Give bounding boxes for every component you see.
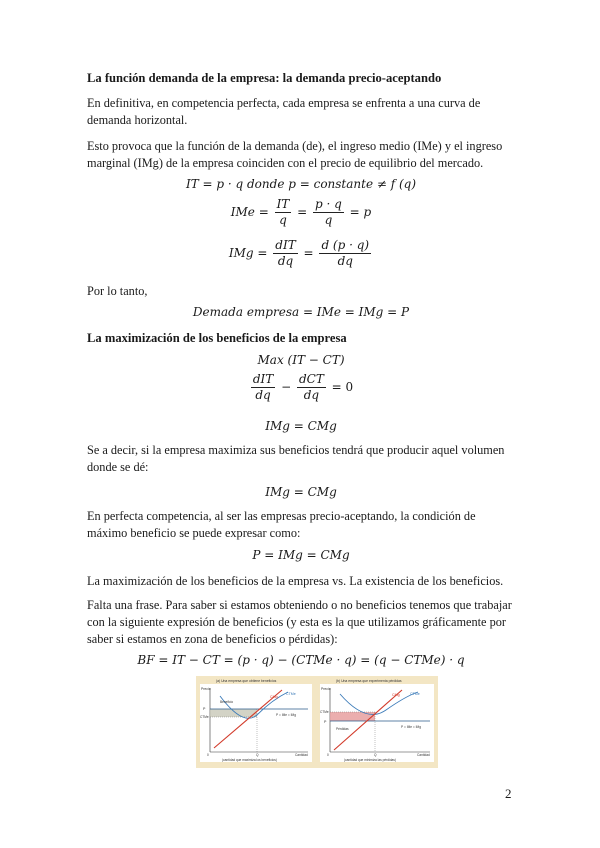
panel-a-title: (a) Una empresa que obtiene beneficios bbox=[216, 679, 277, 683]
equation-derivative bbox=[87, 372, 515, 403]
paragraph-falta-frase: Falta una frase. Para saber si estamos obteniendo o no beneficios tenemos que trabajar con la siguiente expresión de beneficios (y esta es la que utilizamos gráficamente por saber si estamos en zona de beneficios o pérdidas): bbox=[87, 598, 512, 646]
panel-a-label-q: Q bbox=[256, 753, 259, 757]
fraction-denominator: dq bbox=[277, 254, 294, 268]
page-number: 2 bbox=[505, 786, 512, 801]
panel-b-label-origin: 0 bbox=[327, 753, 329, 757]
fraction-numerator: dCT bbox=[298, 372, 324, 386]
equation-p-img-cmg: P = IMg = CMg bbox=[252, 548, 350, 562]
fraction-denominator: dq bbox=[255, 388, 271, 402]
panel-a-y-label: Precio bbox=[201, 687, 211, 691]
fraction bbox=[319, 238, 371, 269]
panel-a-label-benefit: Beneficio bbox=[220, 700, 234, 704]
equation-img-cmg: IMg = CMg bbox=[265, 419, 337, 433]
equation-ime-lhs: IMe = bbox=[230, 205, 273, 219]
minus-sign: − bbox=[281, 380, 292, 394]
panel-a bbox=[200, 679, 312, 762]
paragraph-maximiza: Se a decir, si la empresa maximiza sus beneficios tendrá que producir aquel volumen donde se dé: bbox=[87, 443, 505, 474]
fraction bbox=[297, 372, 326, 403]
fraction-denominator: q bbox=[324, 213, 333, 227]
panel-b-y-label: Precio bbox=[321, 687, 331, 691]
panel-b-label-loss: Pérdidas bbox=[336, 727, 349, 731]
equation-img-cmg-2: IMg = CMg bbox=[265, 485, 337, 499]
section-heading-demand: La función demanda de la empresa: la demanda precio-aceptando bbox=[87, 71, 442, 85]
fraction bbox=[251, 372, 275, 403]
panel-b bbox=[320, 679, 434, 762]
panel-a-label-ctme: CTMe bbox=[286, 692, 296, 696]
equation-max: Max (IT − CT) bbox=[257, 353, 345, 367]
panel-b-caption: (cantidad que minimiza las pérdidas) bbox=[344, 758, 396, 762]
fraction bbox=[275, 197, 292, 228]
panel-b-x-label: Cantidad bbox=[417, 753, 430, 757]
fraction bbox=[273, 238, 297, 269]
panel-a-benefit-area bbox=[210, 709, 257, 717]
panel-a-label-p: P bbox=[203, 707, 206, 711]
panel-a-label-ctme-axis: CTMe bbox=[200, 715, 209, 719]
paragraph-perfecta-competencia: En perfecta competencia, al ser las empresas precio-aceptando, la condición de máximo beneficio se puede expresar como: bbox=[87, 509, 476, 540]
equation-derivative-rhs: = 0 bbox=[331, 380, 354, 394]
fraction-numerator: p · q bbox=[315, 197, 342, 211]
profit-loss-figure bbox=[196, 676, 438, 768]
equation-it: IT = p · q donde p = constante ≠ f (q) bbox=[185, 177, 417, 191]
paragraph-vs: La maximización de los beneficios de la empresa vs. La existencia de los beneficios. bbox=[87, 574, 504, 588]
panel-b-label-ctme-axis: CTMe bbox=[320, 710, 329, 714]
paragraph-demand-intro: En definitiva, en competencia perfecta, cada empresa se enfrenta a una curva de demanda horizontal. bbox=[87, 96, 481, 127]
panel-b-label-cmg: CMg bbox=[392, 693, 400, 697]
fraction-denominator: q bbox=[279, 213, 287, 227]
fraction-numerator: dIT bbox=[275, 238, 296, 252]
fraction-numerator: IT bbox=[276, 197, 290, 211]
equation-demand: Demada empresa = IMe = IMg = P bbox=[192, 305, 410, 319]
panel-a-label-demand: P = IMe = IMg bbox=[276, 713, 296, 717]
panel-b-label-p: P bbox=[324, 720, 327, 724]
fraction-denominator: dq bbox=[337, 254, 353, 268]
equation-ime bbox=[87, 197, 515, 228]
panel-b-label-q: Q bbox=[374, 753, 377, 757]
fraction-denominator: dq bbox=[303, 388, 320, 402]
equation-bf: BF = IT − CT = (p · q) − (CTMe · q) = (q − CTMe) · q bbox=[137, 653, 465, 667]
section-heading-maximization: La maximización de los beneficios de la empresa bbox=[87, 331, 347, 345]
panel-a-label-origin: 0 bbox=[207, 753, 209, 757]
profit-loss-figure-svg bbox=[196, 676, 438, 768]
equals-sign: = bbox=[297, 205, 308, 219]
equation-ime-rhs: = p bbox=[349, 205, 372, 219]
panel-a-label-cmg: CMg bbox=[270, 695, 278, 699]
fraction-numerator: dIT bbox=[252, 372, 274, 386]
fraction-numerator: d (p · q) bbox=[321, 238, 370, 252]
panel-b-title: (b) Una empresa que experimenta pérdidas bbox=[336, 679, 402, 683]
panel-b-label-ctme: CTMe bbox=[410, 692, 420, 696]
panel-a-caption: (cantidad que maximiza los beneficios) bbox=[222, 758, 277, 762]
equation-img bbox=[87, 238, 515, 269]
equation-img-lhs: IMg = bbox=[228, 246, 272, 260]
paragraph-por-lo-tanto: Por lo tanto, bbox=[87, 284, 148, 298]
paragraph-demand-coincide: Esto provoca que la función de la demanda (de), el ingreso medio (IMe) y el ingreso marginal (IMg) de la empresa coinciden con el precio de equilibrio del mercado. bbox=[87, 139, 503, 170]
equals-sign: = bbox=[303, 246, 314, 260]
panel-a-x-label: Cantidad bbox=[295, 753, 308, 757]
panel-b-label-demand: P = IMe = IMg bbox=[401, 725, 421, 729]
fraction bbox=[313, 197, 344, 228]
